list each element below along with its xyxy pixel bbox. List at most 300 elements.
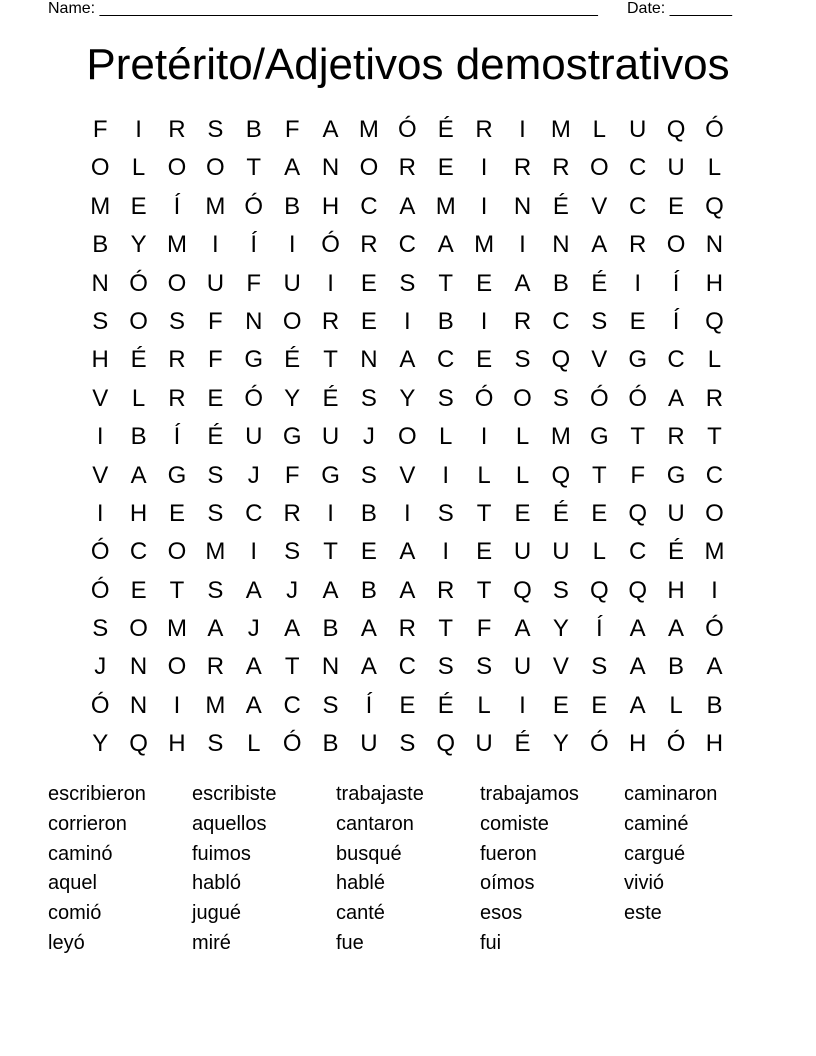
grid-letter: Í [173,423,181,451]
grid-letter: É [130,346,147,374]
grid-letter: E [476,346,493,374]
grid-letter: E [360,307,377,335]
word-list-item: este [624,902,662,925]
grid-letter: É [514,730,531,758]
grid-row [81,226,734,264]
grid-letter: T [438,615,454,643]
grid-letter: S [360,384,377,412]
grid-letter: Q [705,307,724,335]
grid-letter: A [668,384,685,412]
grid-letter: C [667,346,685,374]
grid-letter: Q [551,346,571,374]
grid-letter: N [705,231,724,259]
grid-letter: S [552,384,569,412]
word-list-item: vivió [624,872,665,895]
grid-letter: O [666,231,686,259]
grid-letter: B [322,730,339,758]
grid-letter: E [591,691,608,719]
word-list-item: comió [48,902,102,925]
grid-letter: N [552,231,570,259]
grid-letter: H [321,192,340,220]
grid-letter: É [322,384,339,412]
grid-letter: Ó [90,538,110,566]
grid-letter: Q [513,576,532,604]
grid-letter: A [437,231,454,259]
grid-letter: A [514,269,531,297]
grid-letter: L [131,154,146,182]
grid-letter: A [629,653,646,681]
grid-letter: É [284,346,301,374]
grid-row [81,380,734,418]
grid-letter: A [591,231,608,259]
grid-letter: A [360,653,377,681]
grid-letter: É [552,192,569,220]
grid-letter: E [591,499,608,527]
grid-letter: T [438,269,454,297]
grid-letter: E [668,192,685,220]
grid-letter: A [629,691,646,719]
grid-letter: F [208,307,223,335]
grid-letter: S [399,730,416,758]
header-line [48,0,740,20]
grid-letter: L [707,346,722,374]
grid-letter: S [322,691,339,719]
grid-letter: S [552,576,569,604]
grid-letter: H [705,730,724,758]
grid-letter: S [207,576,224,604]
grid-letter: R [398,154,416,182]
grid-letter: U [360,730,378,758]
grid-letter: M [90,192,111,220]
grid-letter: J [286,576,299,604]
grid-letter: L [247,730,261,758]
grid-letter: S [437,653,454,681]
word-list-item: busqué [336,842,402,865]
grid-letter: A [284,615,301,643]
grid-letter: Ó [705,615,724,643]
grid-letter: C [628,192,647,220]
grid-row [81,303,734,341]
grid-letter: G [167,461,187,489]
grid-letter: A [629,615,646,643]
grid-letter: R [168,384,186,412]
grid-letter: T [284,653,300,681]
grid-letter: L [477,691,491,719]
grid-letter: I [403,499,411,527]
grid-letter: A [399,538,416,566]
word-list-item: habló [192,872,241,895]
grid-letter: I [327,499,334,527]
grid-letter: L [515,423,530,451]
grid-letter: H [168,730,186,758]
grid-letter: E [168,499,185,527]
grid-letter: A [322,116,339,143]
grid-letter: J [94,653,107,681]
word-list-item: caminaron [624,783,718,805]
grid-letter: G [244,346,264,374]
grid-letter: I [96,423,104,451]
grid-letter: O [513,384,532,412]
grid-letter: J [247,461,260,489]
grid-letter: T [323,538,338,566]
grid-letter: L [515,461,530,489]
grid-letter: Í [365,691,373,719]
grid-letter: Í [173,192,181,220]
grid-letter: H [705,269,724,297]
grid-letter: T [630,423,645,451]
grid-letter: N [513,192,532,220]
grid-letter: I [442,538,450,566]
grid-letter: M [550,423,571,451]
grid-letter: Q [628,576,647,604]
word-list-item: fuimos [192,842,251,865]
grid-letter: L [707,154,722,182]
grid-letter: M [205,691,226,719]
grid-letter: I [480,307,488,335]
grid-letter: E [476,538,493,566]
grid-letter: A [514,615,531,643]
grid-letter: H [129,499,148,527]
grid-letter: A [399,346,416,374]
grid-letter: É [668,538,685,566]
grid-letter: A [245,691,262,719]
grid-letter: S [284,538,301,566]
grid-letter: H [91,346,109,374]
grid-letter: V [399,461,416,489]
grid-letter: U [245,423,263,451]
grid-letter: A [245,653,262,681]
grid-letter: Q [551,461,571,489]
grid-letter: Q [436,730,456,758]
grid-letter: G [321,461,340,489]
grid-letter: C [129,538,148,566]
grid-letter: O [206,154,225,182]
grid-letter: M [474,231,495,259]
grid-letter: Y [552,615,569,643]
grid-letter: G [666,461,686,489]
grid-letter: S [437,499,454,527]
grid-letter: U [667,154,685,182]
grid-letter: S [92,615,109,643]
grid-letter: G [282,423,302,451]
grid-letter: C [245,499,263,527]
grid-letter: B [706,691,723,719]
grid-letter: A [284,154,301,182]
word-list-item: leyó [48,931,85,954]
grid-letter: I [327,269,334,297]
grid-letter: I [519,691,526,719]
grid-letter: F [476,615,492,643]
grid-row [81,341,734,379]
grid-letter: O [397,423,417,451]
grid-letter: Y [399,384,416,412]
grid-row [81,572,734,610]
word-list-item: escribiste [192,783,277,805]
grid-letter: Í [595,615,603,643]
grid-letter: O [589,154,609,182]
grid-letter: E [130,192,147,220]
word-list-item: caminé [624,812,689,835]
grid-letter: L [669,691,683,719]
grid-letter: R [513,154,532,182]
grid-letter: I [135,116,142,143]
grid-letter: R [168,116,186,143]
grid-letter: E [399,691,416,719]
grid-letter: R [437,576,455,604]
grid-letter: C [398,231,416,259]
grid-letter: U [321,423,340,451]
grid-letter: B [322,615,339,643]
grid-letter: I [519,231,526,259]
grid-letter: E [360,269,377,297]
grid-row [81,533,734,571]
grid-letter: U [667,499,685,527]
grid-row [81,648,734,686]
grid-letter: U [283,269,301,297]
grid-letter: C [552,307,570,335]
grid-letter: V [552,653,569,681]
grid-letter: I [634,269,641,297]
grid-letter: T [591,461,607,489]
grid-row [81,188,734,226]
grid-letter: M [205,538,226,566]
word-list-item: cargué [624,842,686,865]
grid-letter: R [321,307,340,335]
grid-letter: L [477,461,491,489]
grid-letter: M [358,116,379,143]
grid-letter: Ó [321,231,340,259]
grid-letter: A [322,576,339,604]
grid-letter: I [403,307,411,335]
grid-letter: A [668,615,685,643]
word-list-item: fue [336,931,364,954]
grid-letter: E [130,576,147,604]
grid-letter: Q [666,116,686,143]
grid-letter: I [480,192,488,220]
word-list-item: fui [480,931,502,954]
grid-letter: V [591,192,608,220]
grid-letter: Ó [397,116,417,143]
grid-letter: Q [589,576,609,604]
grid-letter: S [514,346,531,374]
grid-letter: E [514,499,531,527]
grid-letter: F [630,461,645,489]
grid-letter: U [513,653,532,681]
grid-letter: O [129,307,148,335]
grid-letter: B [437,307,454,335]
grid-letter: O [705,499,724,527]
grid-letter: F [246,269,262,297]
grid-letter: O [167,538,187,566]
grid-letter: N [321,653,340,681]
grid-letter: Ó [244,384,264,412]
grid-letter: C [705,461,724,489]
word-list-item: corrieron [48,812,127,835]
grid-letter: O [167,154,187,182]
grid-letter: B [668,653,685,681]
word-list [48,780,768,959]
grid-row [81,725,734,763]
grid-letter: V [591,346,608,374]
grid-letter: M [435,192,456,220]
grid-letter: G [589,423,609,451]
grid-letter: I [519,116,526,143]
grid-letter: T [169,576,185,604]
grid-letter: F [284,116,300,143]
grid-letter: B [360,576,377,604]
grid-letter: Y [130,231,147,259]
grid-letter: E [360,538,377,566]
grid-letter: H [667,576,685,604]
grid-letter: É [437,116,454,143]
grid-letter: I [96,499,104,527]
grid-letter: S [168,307,185,335]
grid-letter: O [282,307,302,335]
grid-letter: J [247,615,260,643]
grid-letter: Ó [474,384,494,412]
word-list-item: escribieron [48,783,146,805]
grid-letter: Y [552,730,569,758]
grid-letter: E [437,154,454,182]
grid-letter: T [707,423,722,451]
grid-letter: B [92,231,109,259]
grid-letter: V [92,461,109,489]
word-list-item: comiste [480,812,549,835]
grid-letter: S [207,499,224,527]
grid-letter: G [628,346,647,374]
grid-letter: O [359,154,379,182]
grid-letter: O [167,653,187,681]
grid-letter: F [284,461,300,489]
grid-row [81,111,734,149]
grid-letter: T [323,346,338,374]
grid-letter: A [360,615,377,643]
grid-letter: T [246,154,262,182]
grid-letter: Ó [90,576,110,604]
grid-letter: A [207,615,224,643]
grid-letter: I [212,231,219,259]
grid-letter: I [480,154,488,182]
grid-letter: H [628,730,647,758]
grid-letter: E [552,691,569,719]
grid-letter: E [207,384,224,412]
grid-letter: A [245,576,262,604]
grid-letter: S [207,461,224,489]
grid-letter: S [437,384,454,412]
grid-letter: S [591,307,608,335]
grid-letter: R [667,423,685,451]
grid-letter: Ó [628,384,647,412]
grid-letter: N [129,653,148,681]
grid-letter: E [476,269,493,297]
grid-letter: S [399,269,416,297]
grid-letter: S [476,653,493,681]
word-list-item: aquellos [192,812,267,835]
grid-letter: M [704,538,725,566]
word-search-grid [81,111,734,764]
grid-letter: Í [250,231,258,259]
grid-letter: É [437,691,454,719]
grid-letter: U [552,538,570,566]
grid-letter: I [250,538,258,566]
grid-letter: Y [284,384,301,412]
grid-letter: C [628,154,647,182]
grid-letter: M [166,615,187,643]
word-list-item: cantaron [336,812,414,835]
grid-letter: O [167,269,187,297]
word-list-item: trabajamos [480,783,579,805]
grid-letter: U [628,116,647,143]
grid-letter: R [283,499,301,527]
grid-row [81,265,734,303]
grid-row [81,418,734,456]
grid-letter: M [205,192,226,220]
word-list-item: caminó [48,842,113,865]
grid-letter: S [207,730,224,758]
word-list-item: esos [480,902,523,925]
grid-letter: N [129,691,148,719]
grid-letter: V [92,384,109,412]
grid-letter: Í [672,307,680,335]
grid-letter: U [206,269,225,297]
grid-letter: O [129,615,148,643]
grid-letter: B [360,499,377,527]
grid-letter: C [360,192,378,220]
grid-letter: S [92,307,109,335]
grid-letter: É [591,269,608,297]
word-list-item: aquel [48,872,97,895]
grid-letter: M [166,231,187,259]
grid-letter: M [550,116,571,143]
grid-letter: R [206,653,225,681]
grid-letter: Q [129,730,148,758]
grid-letter: T [476,576,492,604]
grid-letter: N [321,154,340,182]
grid-letter: I [288,231,296,259]
word-list-item: canté [336,902,385,925]
grid-letter: A [399,192,416,220]
grid-letter: A [130,461,147,489]
date-field-label: Date: _______ [627,0,732,17]
grid-letter: S [591,653,608,681]
word-list-item: miré [192,931,231,954]
grid-letter: L [592,538,606,566]
page-title: Pretérito/Adjetivos demostrativos [86,40,730,89]
grid-letter: L [131,384,146,412]
grid-letter: T [476,499,492,527]
grid-letter: R [168,346,186,374]
grid-row [81,149,734,187]
grid-row [81,495,734,533]
grid-letter: R [398,615,416,643]
grid-letter: F [208,346,223,374]
grid-letter: R [360,231,378,259]
grid-letter: B [552,269,569,297]
grid-row [81,610,734,648]
grid-letter: L [439,423,453,451]
word-list-item: jugué [192,902,241,925]
grid-row [81,687,734,725]
grid-letter: É [207,423,224,451]
grid-letter: C [283,691,301,719]
grid-letter: Ó [244,192,264,220]
grid-letter: E [629,307,646,335]
grid-letter: C [398,653,416,681]
grid-letter: B [130,423,147,451]
grid-letter: N [91,269,109,297]
grid-letter: I [711,576,718,604]
name-field-label: Name: ________________________________________________________ [48,0,598,17]
